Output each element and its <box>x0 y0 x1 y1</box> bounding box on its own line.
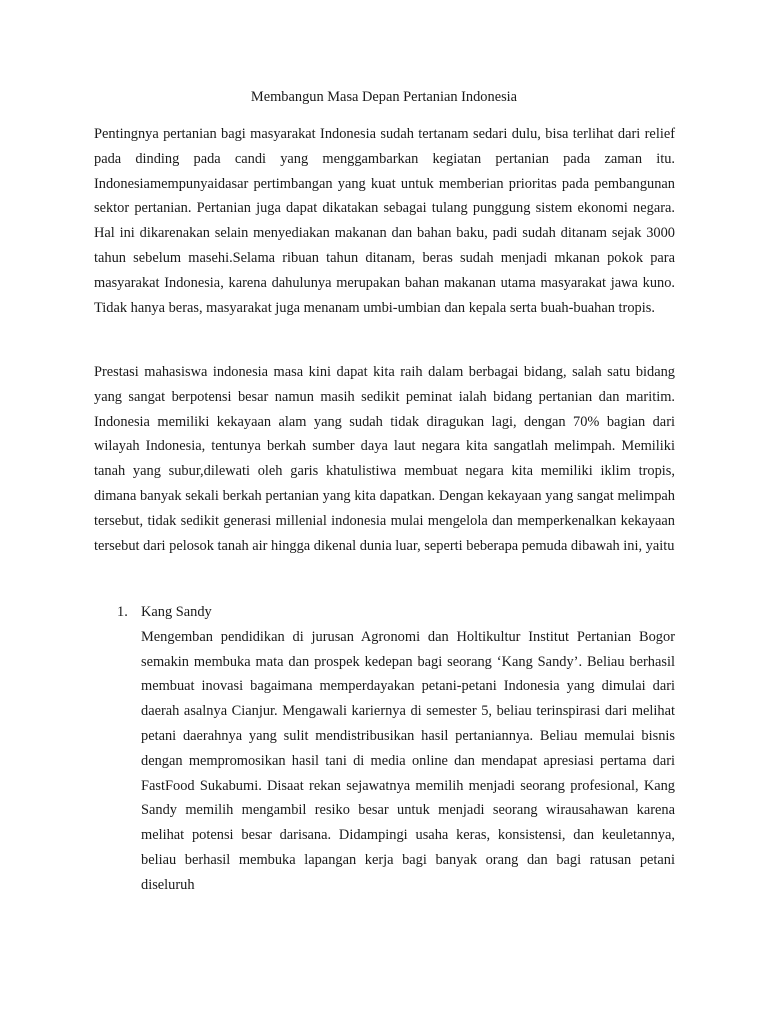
document-title: Membangun Masa Depan Pertanian Indonesia <box>250 89 518 105</box>
list-item-body: Mengemban pendidikan di jurusan Agronomi dan Holtikultur Institut Pertanian Bogor semakin membuka mata dan prospek kedepan bagi seorang ‘Kang Sandy’. Beliau berhasil membuat inovasi bagaimana memperdayakan petani-petani Indonesia yang dimulai dari daerah asalnya Cianjur. Mengawali kariernya di semester 5, beliau terinspirasi dari melihat petani daerahnya yang sulit mendistribusikan hasil pertaniannya. Beliau memulai bisnis dengan mempromosikan hasil tani di media online dan mendapat apresiasi pertama dari FastFood Sukabumi. Disaat rekan sejawatnya memilih menjadi seorang profesional, Kang Sandy memilih mengambil resiko besar untuk menjadi seorang wirausahawan karena melihat potensi besar darisana. Didampingi usaha keras, konsistensi, dan keuletannya, beliau berhasil membuka lapangan kerja bagi banyak orang dan bagi ratusan petani diseluruh <box>141 628 675 893</box>
list-item-title: Kang Sandy <box>141 604 212 620</box>
paragraph-intro: Pentingnya pertanian bagi masyarakat Indonesia sudah tertanam sedari dulu, bisa terlihat dari relief pada dinding pada candi yang menggambarkan kegiatan pertanian pada zaman itu. Indonesiamempunyaidasar pertimbangan yang kuat untuk memberian prioritas pada pembangunan sektor pertanian. Pertanian juga dapat dikatakan sebagai tulang punggung sistem ekonomi negara. Hal ini dikarenakan selain menyediakan makanan dan bahan baku, padi sudah ditanam sejak 3000 tahun sebelum masehi.Selama ribuan tahun ditanam, beras sudah menjadi mkanan pokok para masyarakat Indonesia, karena dahulunya merupakan bahan makanan utama masyarakat jawa kuno. Tidak hanya beras, masyarakat juga menanam umbi-umbian dan kepala serta buah-buahan tropis. <box>94 126 675 316</box>
list-item <box>94 600 675 898</box>
numbered-list <box>94 600 675 898</box>
paragraph-achievements: Prestasi mahasiswa indonesia masa kini dapat kita raih dalam berbagai bidang, salah satu bidang yang sangat berpotensi besar namun masih sedikit peminat ialah bidang pertanian dan maritim. Indonesia memiliki kekayaan alam yang sudah tidak diragukan lagi, dengan 70% bagian dari wilayah Indonesia, tentunya berkah sumber daya laut negara kita sangatlah melimpah. Memiliki tanah yang subur,dilewati oleh garis khatulistiwa membuat negara kita memiliki iklim tropis, dimana banyak sekali berkah pertanian yang kita dapatkan. Dengan kekayaan yang sangat melimpah tersebut, tidak sedikit generasi millenial indonesia mulai mengelola dan memperkenalkan kekayaan tersebut dari pelosok tanah air hingga dikenal dunia luar, seperti beberapa pemuda dibawah ini, yaitu <box>94 364 675 554</box>
list-item-number: 1. <box>117 604 128 620</box>
